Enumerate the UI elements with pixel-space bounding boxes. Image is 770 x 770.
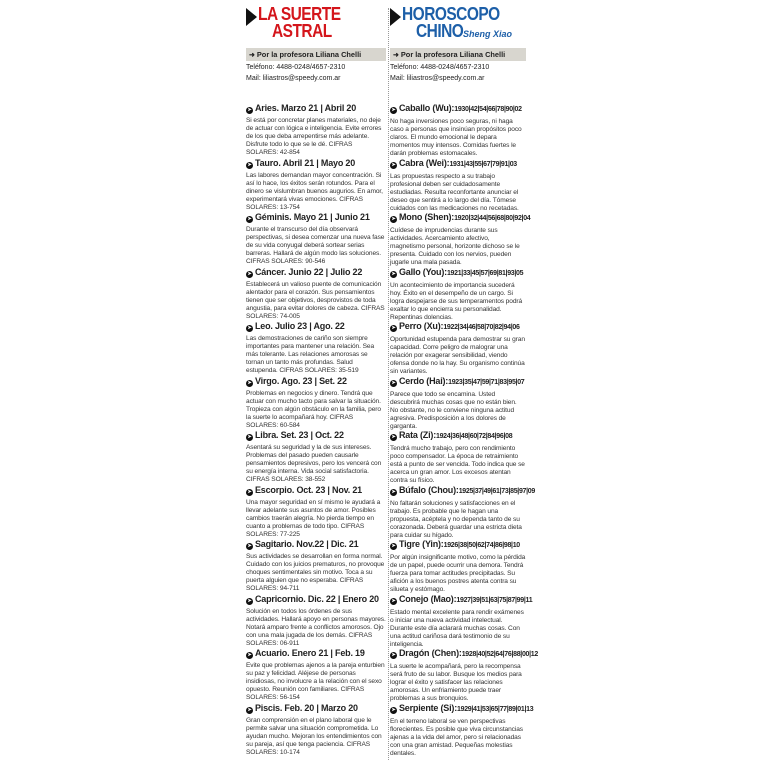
- bullet-arrow-icon: ➤: [247, 434, 252, 440]
- bullet-arrow-icon: ➤: [391, 216, 396, 222]
- bullet-arrow-icon: ➤: [391, 488, 396, 495]
- animal-entry-perro: ➤ Perro (Xu):1922|34|46|58|70|82|94|06 Oportunidad estupenda para demostrar su gran capacidad. Corre peligro de malograr una relación por exagerar sensibilidad, viendo ofensa donde no la hay. Su organismo continúa sin variantes.: [390, 321, 525, 376]
- bullet-arrow-icon: ➤: [247, 543, 252, 549]
- astral-phone: Teléfono: 4488-0248/4657-2310: [246, 64, 346, 71]
- animal-entry-rata: ➤ Rata (Zi):1924|36|48|60|72|84|96|08 Tendrá mucho trabajo, pero con rendimiento poco compensador. La época de retraimiento está a punto de ser vencida. Todo indica que se acerca un gran amor. Los excesos atentan contra su físico.: [390, 430, 525, 485]
- astral-column: [246, 6, 386, 757]
- animal-entry-gallo: ➤ Gallo (You):1921|33|45|57|69|81|93|05 Un acontecimiento de importancia sucederá hoy. Éxito en el desempeño de un cargo. Si logra despejarse de sus temperamentos podrá exaltar lo que encierra su personalidad. Repentinas dolencias.: [390, 266, 524, 321]
- bullet-arrow-icon: ➤: [247, 325, 252, 331]
- bullet-arrow-icon: ➤: [247, 161, 252, 168]
- chinese-title-line2: CHINO: [416, 21, 464, 41]
- bullet-arrow-icon: ➤: [391, 434, 396, 440]
- sign-entry-escorpio: ➤ Escorpio. Oct. 23 | Nov. 21 Una mayor seguridad en sí mismo le ayudará a llevar adelante sus asuntos de amor. Posibles cambios traerán alegría. No pierda tiempo en cuanto a problemas de todo tipo. CIFRAS SOLARES: 77-225: [246, 484, 381, 538]
- arrow-right-icon: [246, 8, 257, 26]
- animal-entry-cabra: ➤ Cabra (Wei):1931|43|55|67|79|91|03 Las propuestas respecto a su trabajo profesional deben ser cuidadosamente estudiadas. Resulta reconfortante anunciar el deseo que sentirá a lo largo del día. Tómese cuidados con las medicaciones no recetadas.: [390, 157, 519, 212]
- sign-entry-cancer: ➤ Cáncer. Junio 22 | Julio 22 Establecerá un valioso puente de comunicación alentador para el corazón. Sus pensamientos tienen que ser objetivos, desprovistos de toda angustia, para evitar dolores de cabeza. CIFRAS SOLARES: 74-005: [246, 266, 385, 320]
- bullet-arrow-icon: ➤: [247, 107, 252, 113]
- bullet-arrow-icon: ➤: [247, 270, 252, 277]
- bullet-arrow-icon: ➤: [247, 652, 252, 658]
- astral-byline: ➜ Por la profesora Liliana Chelli: [246, 48, 386, 61]
- sign-entry-piscis: ➤ Piscis. Feb. 20 | Marzo 20 Gran comprensión en el plano laboral que le permite salvar una situación comprometida. Lo ayudan mucho. Mejoran los entendimientos con su pareja, así que tenga paciencia. CIFRAS SOLARES: 10-174: [246, 702, 382, 756]
- animal-entry-cerdo: ➤ Cerdo (Hai):1923|35|47|59|71|83|95|07 Parece que todo se encamina. Usted descubrirá muchas cosas que no están bien. No obstante, no le conviene ninguna actitud agresiva. Predisposición a los dolores de garganta.: [390, 375, 525, 430]
- sign-entry-geminis: ➤ Géminis. Mayo 21 | Junio 21 Durante el transcurso del día observará perspectivas, si desea comenzar una nueva fase de su vida conyugal deberá sortear serias barreras. Hallará de algún modo las soluciones. CIFRAS SOLARES: 90-546: [246, 212, 385, 266]
- arrow-icon: ➜: [393, 52, 399, 59]
- bullet-arrow-icon: ➤: [247, 597, 252, 604]
- sign-entry-acuario: ➤ Acuario. Enero 21 | Feb. 19 Evite que problemas ajenos a la pareja enturbien su paz y felicidad. Aléjese de personas insidiosas, no involucre a la relación con el sexo opuesto. Reunión con familiares. CIFRAS SOLARES: 56-154: [246, 648, 385, 702]
- astral-title-line1: LA SUERTE: [258, 4, 341, 24]
- bullet-arrow-icon: ➤: [391, 325, 396, 331]
- sign-entry-sagitario: ➤ Sagitario. Nov.22 | Dic. 21 Sus actividades se desarrollan en forma normal. Cuidado con los juicios prematuros, no provoque choques sentimentales sin motivo. Toca a su puerta alguien que no esperaba. CIFRAS SOLARES: 94-711: [246, 539, 385, 593]
- chinese-phone: Teléfono: 4488-0248/4657-2310: [390, 64, 490, 71]
- sign-entry-capricornio: ➤ Capricornio. Dic. 22 | Enero 20 Solución en todos los órdenes de sus actividades. Hallará apoyo en personas mayores. Notará amparo frente a conflictos amorosos. Ojo con una mala jugada de los demás. CIFRAS SOLARES: 06-911: [246, 593, 386, 647]
- bullet-arrow-icon: ➤: [391, 597, 396, 604]
- astral-title-line2: ASTRAL: [272, 21, 332, 41]
- sign-entry-leo: ➤ Leo. Julio 23 | Ago. 22 Las demostraciones de cariño son siempre importantes para mantener una relación. Sea más tolerante. Las relaciones amorosas se tornan un tanto más profundas. Salud estupenda. CIFRAS SOLARES: 35-519: [246, 321, 375, 375]
- chinese-entries: [390, 103, 538, 757]
- astral-entries: [246, 103, 386, 757]
- bullet-arrow-icon: ➤: [391, 107, 396, 113]
- sign-entry-virgo: ➤ Virgo. Ago. 23 | Set. 22 Problemas en negocios y dinero. Tendrá que actuar con mucho tacto para salvar la situación. Tropieza con algún obstáculo en la familia, pero la suerte lo acompañará hoy. CIFRAS SOLARES: 60-584: [246, 375, 381, 429]
- chinese-mail: Mail: liliastros@speedy.com.ar: [390, 75, 485, 82]
- sign-entry-aries: ➤ Aries. Marzo 21 | Abril 20 Si está por concretar planes materiales, no deje de actuar con lógica e inteligencia. Evite errores de los que deba arrepentirse más adelante. Disfrute todo lo que se le dé. CIFRAS SOLARES: 42-854: [246, 103, 382, 157]
- chinese-title-line1: HOROSCOPO: [402, 4, 500, 24]
- bullet-arrow-icon: ➤: [391, 543, 396, 549]
- astral-mail: Mail: liliastros@speedy.com.ar: [246, 75, 341, 82]
- chinese-byline: ➜ Por la profesora Liliana Chelli: [390, 48, 526, 61]
- sign-entry-tauro: ➤ Tauro. Abril 21 | Mayo 20 Las labores demandan mayor concentración. Si así lo hace, los éxitos serán rotundos. Para el dinero se vislumbran buenos augurios. En amor, experimentará vivas emociones. CIFRAS SOLARES: 13-754: [246, 157, 383, 211]
- bullet-arrow-icon: ➤: [391, 161, 396, 168]
- animal-entry-mono: ➤ Mono (Shen):1920|32|44|56|68|80|92|04 Cuídese de imprudencias durante sus actividades. Acercamiento afectivo, magnetismo personal, horizonte dichoso se le presenta. Cuidado con los nervios, pueden jugarle una mala pasada.: [390, 212, 531, 267]
- arrow-icon: ➜: [249, 52, 255, 59]
- bullet-arrow-icon: ➤: [391, 706, 396, 713]
- bullet-arrow-icon: ➤: [391, 652, 396, 658]
- chinese-subtitle: Sheng Xiao: [463, 29, 513, 39]
- bullet-arrow-icon: ➤: [391, 379, 396, 386]
- astral-header: [246, 6, 386, 46]
- animal-entry-conejo: ➤ Conejo (Mao):1927|39|51|63|75|87|99|11 Estado mental excelente para rendir exámenes o iniciar una nueva actividad intelectual. Durante este día aclarará muchas cosas. Con una actitud cariñosa dará testimonio de su inteligencia.: [390, 593, 533, 648]
- animal-entry-tigre: ➤ Tigre (Yin):1926|38|50|62|74|86|98|10 Por algún insignificante motivo, como la pérdida de un papel, puede ocurrir una demora. Tendrá fuerza para tomar actitudes precipitadas. Su afición a los buenos postres atenta contra su silueta y estómago.: [390, 539, 526, 594]
- animal-entry-caballo: ➤ Caballo (Wu):1930|42|54|66|78|90|02 No haga inversiones poco seguras, ni haga caso a personas que insinúan propósitos poco claros. El mundo emocional le depara momentos muy intensos. Comidas fuertes le darán problemas estomacales.: [390, 103, 522, 158]
- bullet-arrow-icon: ➤: [247, 379, 252, 386]
- sign-entry-libra: ➤ Libra. Set. 23 | Oct. 22 Asentará su seguridad y la de sus intereses. Problemas del pasado pueden causarle pensamientos depresivos, pero los vencerá con su energía interna. Vida social satisfactoria. CIFRAS SOLARES: 38-552: [246, 430, 382, 484]
- animal-entry-bufalo: ➤ Búfalo (Chou):1925|37|49|61|73|85|97|09 No faltarán soluciones y satisfacciones en el trabajo. Es probable que le hagan una propuesta, acéptela y no dependa tanto de su corazonada. Deberá guardar una estricta dieta para cuidar su hígado.: [390, 484, 535, 539]
- chinese-column: [390, 4, 538, 757]
- arrow-right-icon: [390, 8, 401, 26]
- bullet-arrow-icon: ➤: [391, 270, 396, 277]
- bullet-arrow-icon: ➤: [247, 216, 252, 222]
- bullet-arrow-icon: ➤: [247, 706, 252, 713]
- animal-entry-dragon: ➤ Dragón (Chen):1928|40|52|64|76|88|00|12 La suerte le acompañará, pero la recompensa será fruto de su labor. Busque los medios para lograr el éxito y satisfacer las relaciones amorosas. Un enfriamiento puede traer problemas a sus bronquios.: [390, 648, 538, 703]
- bullet-arrow-icon: ➤: [247, 488, 252, 495]
- column-divider: [388, 8, 389, 760]
- animal-entry-serpiente: ➤ Serpiente (Si):1929|41|53|65|77|89|01|13 En el terreno laboral se ven perspectivas florecientes. Es posible que viva circunstancias ajenas a la vida del amor, pero si relacionadas con una gran amistad. Pequeñas molestias dentales.: [390, 702, 534, 757]
- chinese-header: [390, 6, 526, 46]
